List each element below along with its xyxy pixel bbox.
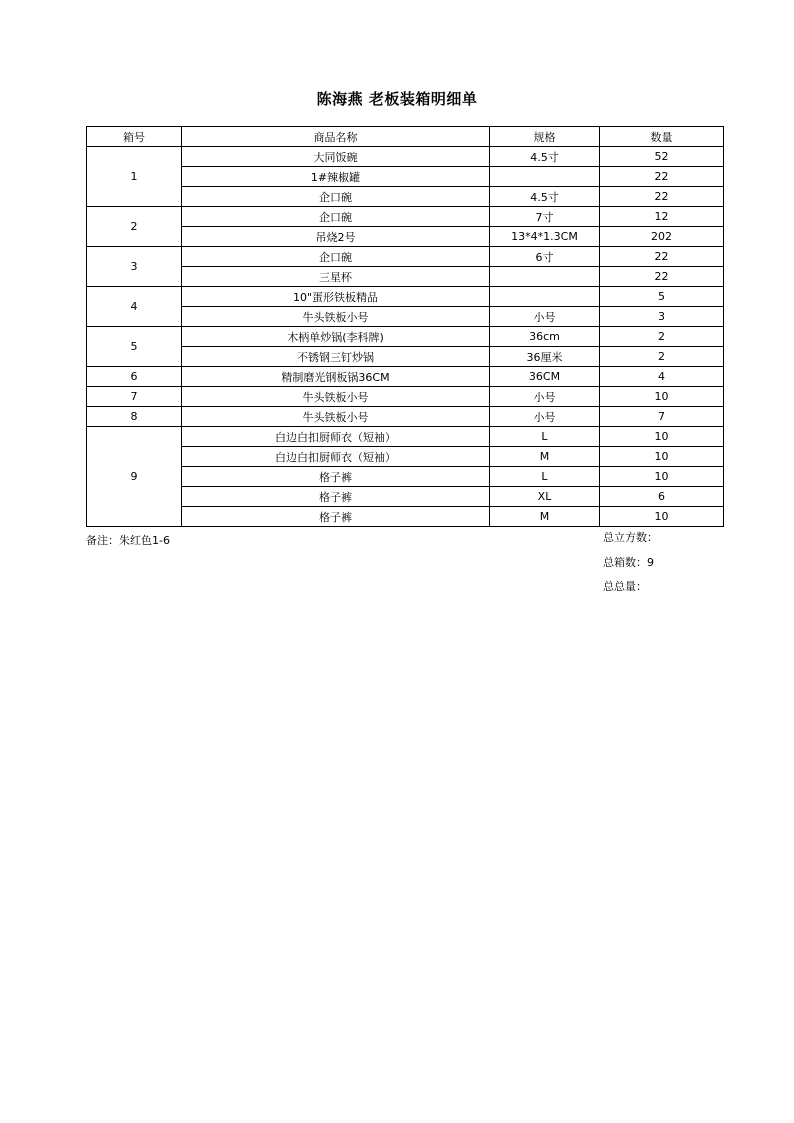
- quantity-cell: 202: [600, 227, 724, 247]
- specification-cell: 4.5寸: [490, 147, 600, 167]
- product-name-cell: 格子裤: [182, 467, 490, 487]
- product-name-cell: 吊烧2号: [182, 227, 490, 247]
- quantity-cell: 10: [600, 467, 724, 487]
- product-name-cell: 不锈钢三钉炒锅: [182, 347, 490, 367]
- quantity-cell: 22: [600, 187, 724, 207]
- product-name-cell: 企口碗: [182, 247, 490, 267]
- table-row: [87, 507, 724, 527]
- product-name-cell: 精制磨光钢板锅36CM: [182, 367, 490, 387]
- product-name-cell: 牛头铁板小号: [182, 307, 490, 327]
- product-name-cell: 牛头铁板小号: [182, 387, 490, 407]
- quantity-cell: 12: [600, 207, 724, 227]
- specification-cell: 4.5寸: [490, 187, 600, 207]
- product-name-cell: 白边白扣厨师衣（短袖）: [182, 447, 490, 467]
- document-title: 陈海燕 老板装箱明细单: [316, 90, 478, 108]
- specification-cell: [490, 167, 600, 187]
- specification-cell: 7寸: [490, 207, 600, 227]
- table-row: [87, 367, 724, 387]
- remarks-note: 备注：朱红色1-6: [86, 534, 170, 547]
- quantity-cell: 22: [600, 267, 724, 287]
- specification-cell: 13*4*1.3CM: [490, 227, 600, 247]
- table-row: [87, 407, 724, 427]
- box-number-cell: 7: [87, 387, 182, 407]
- box-number-cell: 2: [87, 207, 182, 247]
- specification-cell: [490, 267, 600, 287]
- quantity-cell: 10: [600, 427, 724, 447]
- product-name-cell: 大同饭碗: [182, 147, 490, 167]
- quantity-cell: 10: [600, 507, 724, 527]
- table-row: [87, 447, 724, 467]
- header-specification: 规格: [490, 127, 600, 147]
- box-number-cell: 3: [87, 247, 182, 287]
- specification-cell: L: [490, 427, 600, 447]
- product-name-cell: 牛头铁板小号: [182, 407, 490, 427]
- header-box-number: 箱号: [87, 127, 182, 147]
- header-product-name: 商品名称: [182, 127, 490, 147]
- packing-list-table: [86, 126, 724, 527]
- table-row: [87, 487, 724, 507]
- total-boxes-label: 总箱数：9: [603, 556, 654, 569]
- quantity-cell: 5: [600, 287, 724, 307]
- quantity-cell: 6: [600, 487, 724, 507]
- table-row: [87, 267, 724, 287]
- product-name-cell: 企口碗: [182, 187, 490, 207]
- box-number-cell: 4: [87, 287, 182, 327]
- specification-cell: 小号: [490, 307, 600, 327]
- quantity-cell: 2: [600, 327, 724, 347]
- table-row: [87, 287, 724, 307]
- quantity-cell: 10: [600, 447, 724, 467]
- table-header-row: [87, 127, 724, 147]
- quantity-cell: 2: [600, 347, 724, 367]
- quantity-cell: 4: [600, 367, 724, 387]
- header-quantity: 数量: [600, 127, 724, 147]
- quantity-cell: 22: [600, 167, 724, 187]
- table-row: [87, 387, 724, 407]
- table-row: [87, 207, 724, 227]
- specification-cell: L: [490, 467, 600, 487]
- specification-cell: 6寸: [490, 247, 600, 267]
- table-row: [87, 167, 724, 187]
- product-name-cell: 格子裤: [182, 507, 490, 527]
- specification-cell: [490, 287, 600, 307]
- box-number-cell: 9: [87, 427, 182, 527]
- table-row: [87, 247, 724, 267]
- box-number-cell: 5: [87, 327, 182, 367]
- table-row: [87, 327, 724, 347]
- table-row: [87, 187, 724, 207]
- specification-cell: 36cm: [490, 327, 600, 347]
- quantity-cell: 7: [600, 407, 724, 427]
- product-name-cell: 白边白扣厨师衣（短袖）: [182, 427, 490, 447]
- box-number-cell: 1: [87, 147, 182, 207]
- specification-cell: M: [490, 447, 600, 467]
- quantity-cell: 22: [600, 247, 724, 267]
- product-name-cell: 10"蛋形铁板精品: [182, 287, 490, 307]
- box-number-cell: 6: [87, 367, 182, 387]
- total-volume-label: 总立方数：: [603, 531, 658, 544]
- specification-cell: 小号: [490, 387, 600, 407]
- product-name-cell: 企口碗: [182, 207, 490, 227]
- total-weight-label: 总总量：: [603, 580, 647, 593]
- table-row: [87, 227, 724, 247]
- product-name-cell: 三星杯: [182, 267, 490, 287]
- specification-cell: 36CM: [490, 367, 600, 387]
- product-name-cell: 格子裤: [182, 487, 490, 507]
- table-row: [87, 427, 724, 447]
- product-name-cell: 木柄单炒锅(李科牌): [182, 327, 490, 347]
- table-row: [87, 467, 724, 487]
- product-name-cell: 1#辣椒罐: [182, 167, 490, 187]
- table-body: [87, 147, 724, 527]
- specification-cell: M: [490, 507, 600, 527]
- specification-cell: 36厘米: [490, 347, 600, 367]
- table-row: [87, 147, 724, 167]
- table-row: [87, 347, 724, 367]
- specification-cell: 小号: [490, 407, 600, 427]
- specification-cell: XL: [490, 487, 600, 507]
- box-number-cell: 8: [87, 407, 182, 427]
- quantity-cell: 3: [600, 307, 724, 327]
- quantity-cell: 52: [600, 147, 724, 167]
- table-row: [87, 307, 724, 327]
- quantity-cell: 10: [600, 387, 724, 407]
